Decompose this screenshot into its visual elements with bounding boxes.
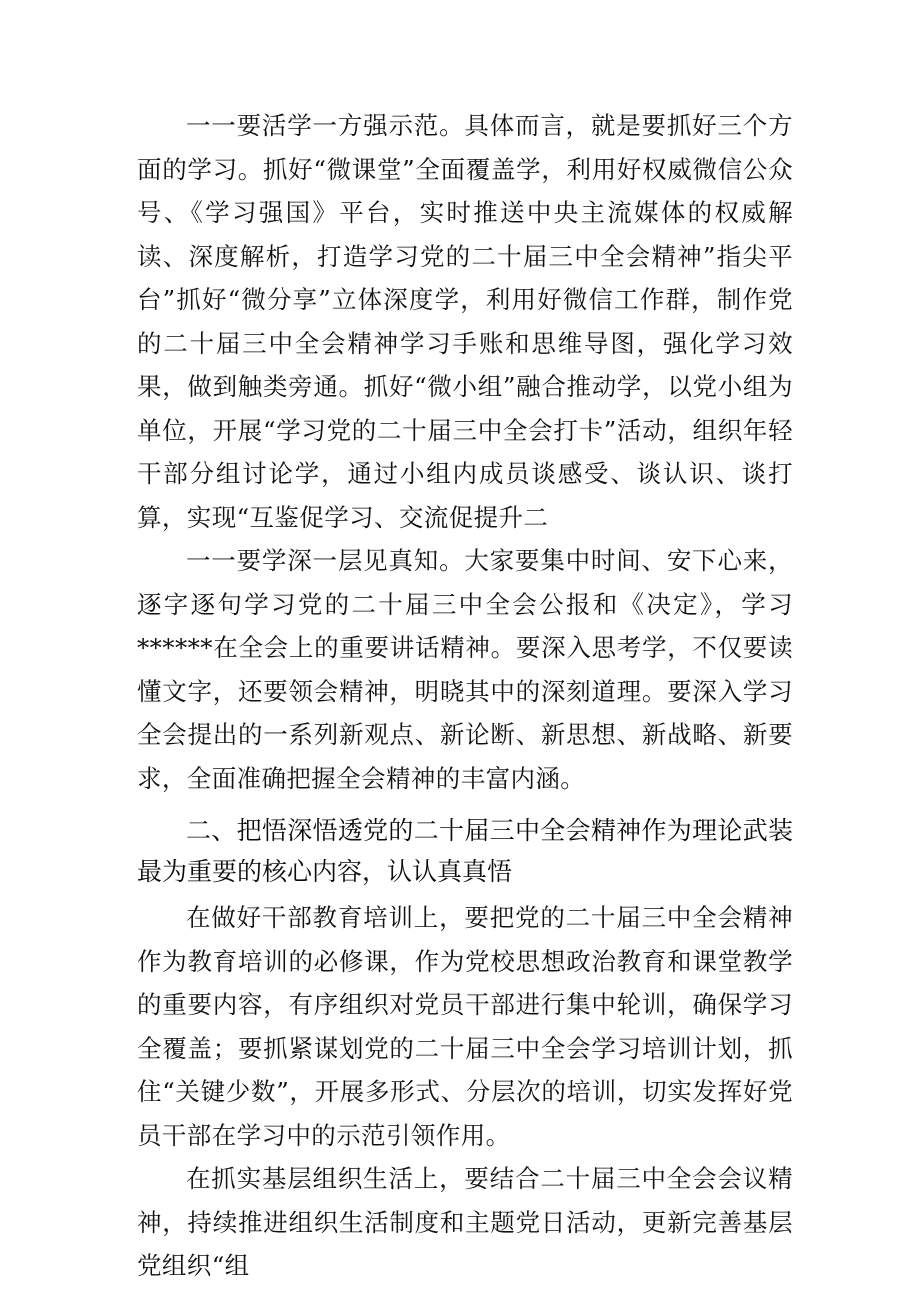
paragraph-study-deeply: 一一要学深一层见真知。大家要集中时间、安下心来，逐字逐句学习党的二十届三中全会公报和《决定》，学习******在全会上的重要讲话精神。要深入思考学，不仅要读懂文字，还要领会精神，明晓其中的深刻道理。要深入学习全会提出的一系列新观点、新论断、新思想、新战略、新要求，全面准确把握全会精神的丰富内涵。: [137, 546, 793, 793]
document-body: [137, 104, 793, 1288]
paragraph-cadre-training: 在做好干部教育培训上，要把党的二十届三中全会精神作为教育培训的必修课，作为党校思想政治教育和课堂教学的重要内容，有序组织对党员干部进行集中轮训，确保学习全覆盖；要抓紧谋划党的二十届三中全会学习培训计划，抓住“关键少数”，开展多形式、分层次的培训，切实发挥好党员干部在学习中的示范引领作用。: [137, 903, 793, 1150]
section-heading-two: 二、把悟深悟透党的二十届三中全会精神作为理论武装最为重要的核心内容，认认真真悟: [137, 816, 793, 886]
paragraph-study-flexibly: 一一要活学一方强示范。具体而言，就是要抓好三个方面的学习。抓好“微课堂”全面覆盖学，利用好权威微信公众号、《学习强国》平台，实时推送中央主流媒体的权威解读、深度解析，打造学习党的二十届三中全会精神”指尖平台”抓好“微分享”立体深度学，利用好微信工作群，制作党的二十届三中全会精神学习手账和思维导图，强化学习效果，做到触类旁通。抓好“微小组”融合推动学，以党小组为单位，开展“学习党的二十届三中全会打卡”活动，组织年轻干部分组讨论学，通过小组内成员谈感受、谈认识、谈打算，实现“互鉴促学习、交流促提升二: [137, 111, 793, 532]
paragraph-grassroots-organization: 在抓实基层组织生活上，要结合二十届三中全会会议精神，持续推进组织生活制度和主题党日活动，更新完善基层党组织“组: [137, 1164, 793, 1280]
